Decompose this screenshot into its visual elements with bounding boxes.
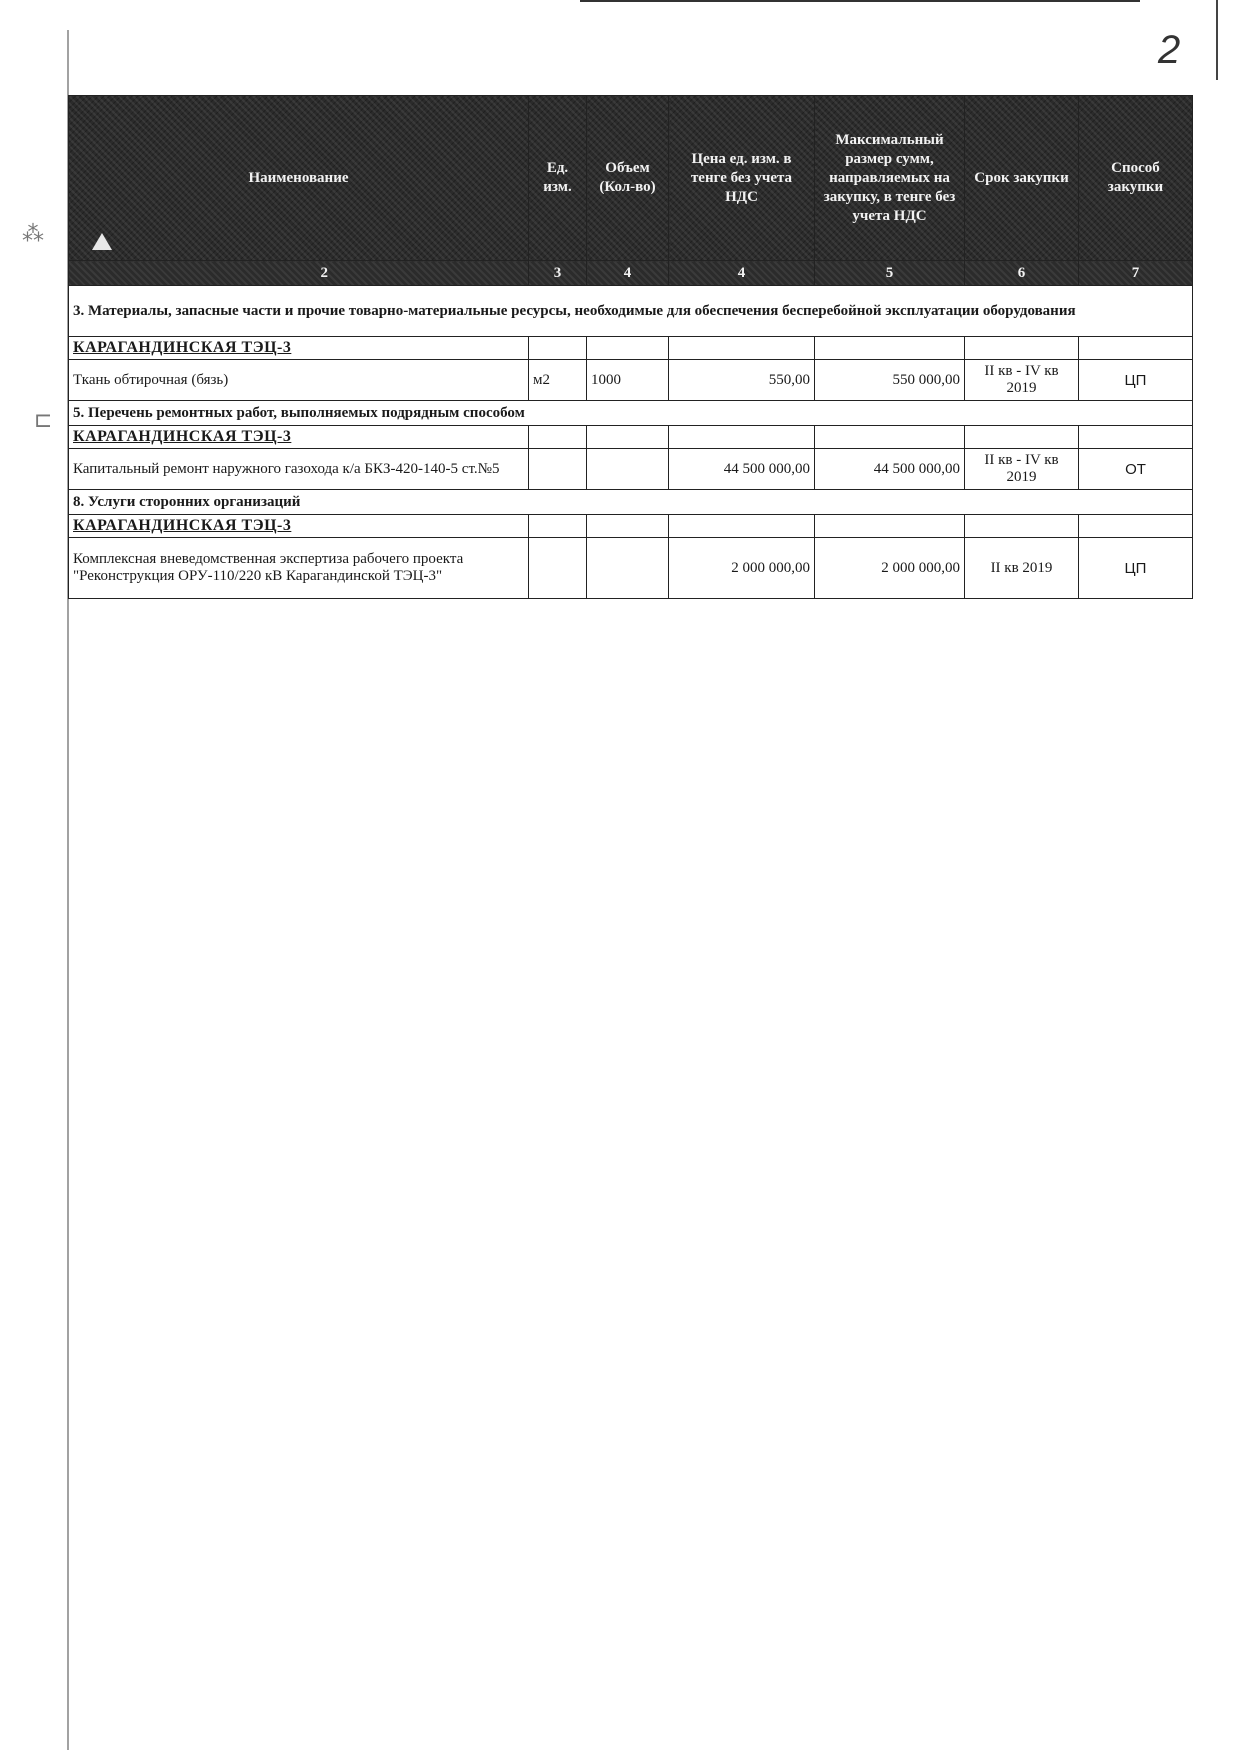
procurement-table [68,95,1193,599]
column-number: 3 [529,261,587,286]
item-unit [529,449,587,490]
header-max-sum: Максимальный размер сумм, направляемых на закупку, в тенге без учета НДС [815,96,965,261]
item-price: 44 500 000,00 [669,449,815,490]
section-row [69,286,1193,337]
item-term: II кв - IV кв 2019 [965,360,1079,401]
item-volume [587,449,669,490]
scan-smudge-icon: ⊏ [34,408,53,433]
header-price: Цена ед. изм. в тенге без учета НДС [669,96,815,261]
item-name: Капитальный ремонт наружного газохода к/а БКЗ-420-140-5 ст.№5 [69,449,529,490]
section-title: 8. Услуги сторонних организаций [69,490,1193,515]
header-unit: Ед. изм. [529,96,587,261]
column-number: 6 [965,261,1079,286]
scan-right-line [1216,0,1218,80]
plant-row [69,426,1193,449]
item-max-sum: 44 500 000,00 [815,449,965,490]
table-row [69,449,1193,490]
plant-row [69,337,1193,360]
item-method: ЦП [1079,360,1193,401]
column-number: 5 [815,261,965,286]
header-method: Способ закупки [1079,96,1193,261]
item-method: ОТ [1079,449,1193,490]
item-price: 2 000 000,00 [669,538,815,599]
item-price: 550,00 [669,360,815,401]
column-number: 2 [69,261,529,286]
item-term: II кв - IV кв 2019 [965,449,1079,490]
item-method: ЦП [1079,538,1193,599]
item-max-sum: 550 000,00 [815,360,965,401]
item-volume [587,538,669,599]
plant-name: КАРАГАНДИНСКАЯ ТЭЦ-3 [69,515,529,538]
header-name: Наименование [69,96,529,261]
section-title: 3. Материалы, запасные части и прочие товарно-материальные ресурсы, необходимые для обеспечения бесперебойной эксплуатации оборудования [69,286,1193,337]
scan-top-line [580,0,1140,2]
section-row [69,401,1193,426]
page-number: 2 [1158,28,1181,72]
header-term: Срок закупки [965,96,1079,261]
scan-smudge-icon: ⁂ [22,222,44,247]
item-volume: 1000 [587,360,669,401]
section-title: 5. Перечень ремонтных работ, выполняемых подрядным способом [69,401,1193,426]
item-max-sum: 2 000 000,00 [815,538,965,599]
header-triangle-icon [92,233,112,250]
item-unit [529,538,587,599]
column-number: 4 [669,261,815,286]
item-unit: м2 [529,360,587,401]
header-volume: Объем (Кол-во) [587,96,669,261]
table-header-row [69,96,1193,261]
plant-name: КАРАГАНДИНСКАЯ ТЭЦ-3 [69,426,529,449]
item-term: II кв 2019 [965,538,1079,599]
column-number: 7 [1079,261,1193,286]
plant-row [69,515,1193,538]
plant-name: КАРАГАНДИНСКАЯ ТЭЦ-3 [69,337,529,360]
item-name: Комплексная вневедомственная экспертиза рабочего проекта "Реконструкция ОРУ-110/220 кВ Карагандинской ТЭЦ-3" [69,538,529,599]
table-row [69,360,1193,401]
column-number-row [69,261,1193,286]
section-row [69,490,1193,515]
column-number: 4 [587,261,669,286]
item-name: Ткань обтирочная (бязь) [69,360,529,401]
table-row [69,538,1193,599]
